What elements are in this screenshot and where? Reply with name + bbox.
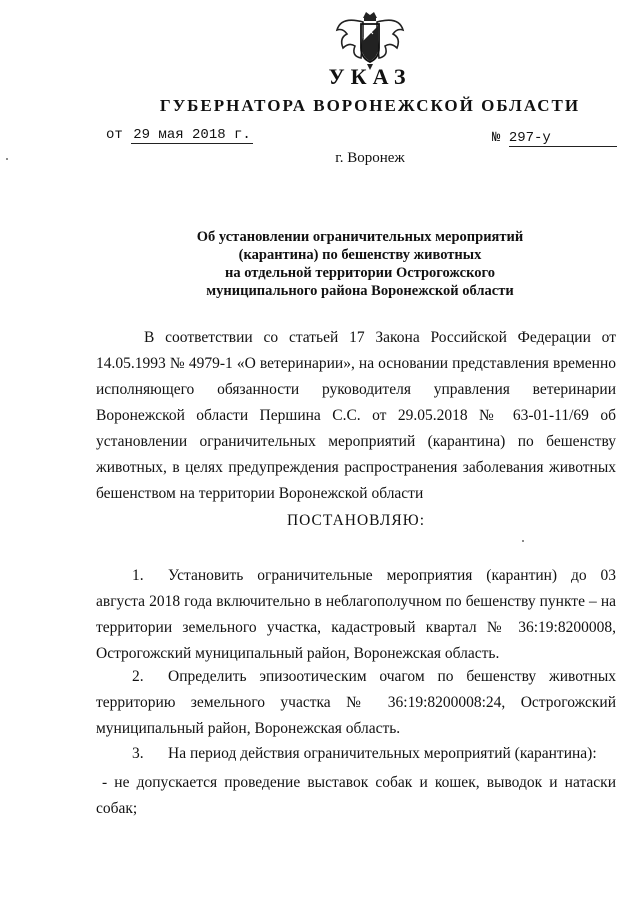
scan-speck — [522, 540, 524, 542]
number-line — [492, 130, 617, 147]
decree-item — [96, 563, 616, 667]
decree-item — [96, 741, 616, 767]
document-type: УКАЗ — [328, 64, 412, 89]
title-line: муниципального района Воронежской области — [206, 283, 514, 299]
date-prefix: от — [106, 127, 123, 143]
date-line — [106, 127, 253, 143]
title-line: на отдельной территории Острогожского — [224, 265, 495, 281]
document-issuer: ГУБЕРНАТОРА ВОРОНЕЖСКОЙ ОБЛАСТИ — [159, 96, 581, 115]
scan-speck — [6, 158, 8, 160]
decree-subitem: - не допускается проведение выставок собак и кошек, выводок и натаски собак; — [96, 774, 616, 817]
item-text: На период действия ограничительных мероприятий (карантина): — [168, 745, 597, 762]
number-value: 297-у — [509, 130, 617, 147]
city: г. Воронеж — [335, 150, 405, 166]
title-line: (карантина) по бешенству животных — [238, 247, 482, 263]
item-number: 1. — [132, 567, 144, 584]
item-text: Определить эпизоотическим очагом по бешенству животных территорию земельного участка № 36:19:8200008:24, Острогожский муниципальный район, Воронежская область. — [96, 668, 616, 737]
document-title — [150, 228, 570, 300]
number-prefix: № — [492, 130, 501, 146]
decree-item — [96, 664, 616, 742]
item-number: 3. — [132, 745, 144, 762]
item-number: 2. — [132, 668, 144, 685]
decree-word: ПОСТАНОВЛЯЮ: — [286, 512, 426, 529]
item-text: Установить ограничительные мероприятия (карантин) до 03 августа 2018 года включительно в неблагополучном по бешенству пункте – на территории земельного участка, кадастровый квартал № 36:19:8200008, Острогожский муниципальный район, Воронежская область. — [96, 567, 616, 662]
preamble-paragraph: В соответствии со статьей 17 Закона Российской Федерации от 14.05.1993 № 4979-1 «О ветеринарии», на основании представления временно исполняющего обязанности руководителя управления ветеринарии Воронежской области Першина С.С. от 29.05.2018 № 63-01-11/69 об установлении ограничительных мероприятий (карантина) по бешенству животных, в целях предупреждения распространения заболевания животных бешенством на территории Воронежской области — [96, 329, 616, 502]
title-line: Об установлении ограничительных мероприятий — [196, 229, 524, 245]
date-value: 29 мая 2018 г. — [133, 127, 251, 143]
